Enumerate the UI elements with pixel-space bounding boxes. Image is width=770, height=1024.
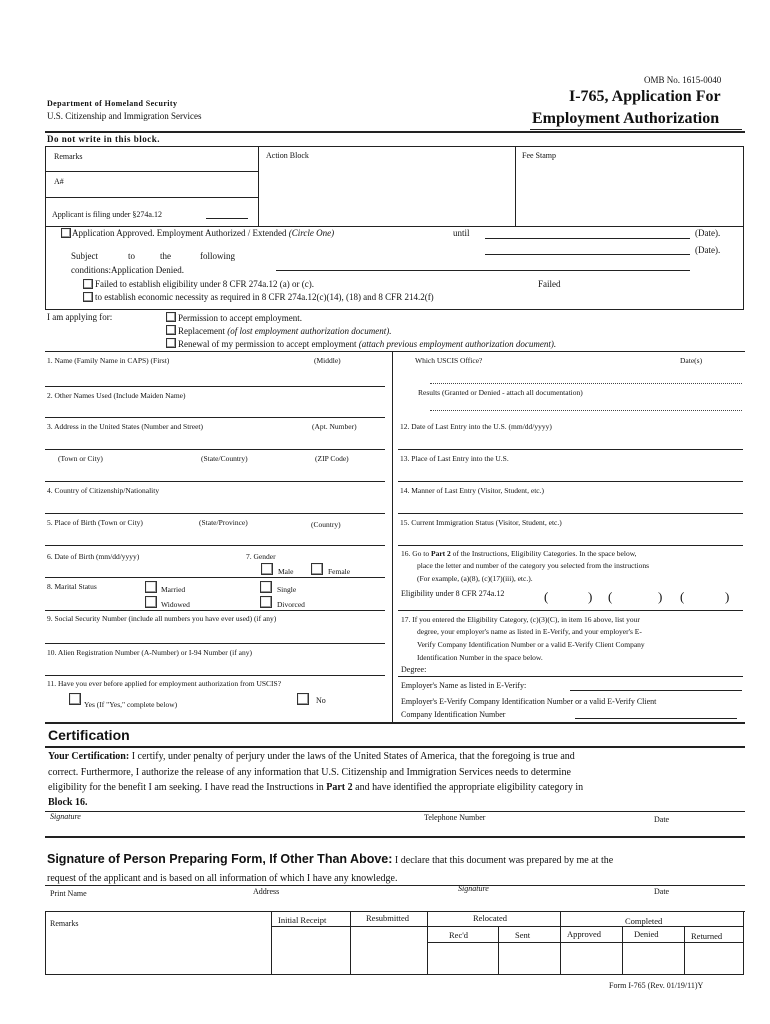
certification-heading: Certification <box>48 727 130 743</box>
conditions-label: conditions:Application Denied. <box>71 265 184 275</box>
paren-open-1: ( <box>544 589 549 604</box>
preparer-address-label: Address <box>253 887 280 896</box>
renewal-checkbox[interactable] <box>166 338 176 348</box>
paren-close-1: ) <box>588 589 593 604</box>
q3-zip-label: (ZIP Code) <box>315 454 349 463</box>
resubmitted-label: Resubmitted <box>366 913 409 923</box>
uscis-office-label: Which USCIS Office? <box>415 356 483 365</box>
single-checkbox[interactable] <box>260 581 272 593</box>
degree-label: Degree: <box>401 665 427 674</box>
applicant-filing-label: Applicant is filing under §274a.12 <box>52 210 162 219</box>
q16-line3: (For example, (a)(8), (c)(17)(iii), etc.). <box>417 574 533 583</box>
certification-text-4: Block 16. <box>48 797 88 808</box>
subject-word-1: Subject <box>71 251 98 261</box>
telephone-label: Telephone Number <box>424 813 486 822</box>
permission-label: Permission to accept employment. <box>178 313 302 323</box>
subagency-name: U.S. Citizenship and Immigration Services <box>47 111 202 121</box>
q14-entry-manner-label: 14. Manner of Last Entry (Visitor, Student, etc.) <box>400 486 545 495</box>
q10-alien-label: 10. Alien Registration Number (A-Number) or I-94 Number (if any) <box>47 648 252 657</box>
certification-text-2: correct. Furthermore, I authorize the release of any information that U.S. Citizenship and Immigration Services needs to determine <box>48 767 571 778</box>
form-title: I-765, Application For <box>569 88 721 105</box>
applying-for-label: I am applying for: <box>47 312 113 322</box>
q1-name-label: 1. Name (Family Name in CAPS) (First) <box>47 356 170 365</box>
replacement-label: Replacement (of lost employment authorization document). <box>178 326 392 336</box>
widowed-checkbox[interactable] <box>145 596 157 608</box>
q13-input-line[interactable] <box>398 481 743 482</box>
failed-necessity-label: to establish economic necessity as required in 8 CFR 274a.12(c)(14), (18) and 8 CFR 214.2(f) <box>95 292 434 302</box>
relocated-label: Relocated <box>473 913 507 923</box>
subject-word-4: following <box>200 251 235 261</box>
q13-entry-place-label: 13. Place of Last Entry into the U.S. <box>400 454 509 463</box>
form-subtitle: Employment Authorization <box>532 110 720 127</box>
q2-other-names-label: 2. Other Names Used (Include Maiden Name) <box>47 391 186 400</box>
renewal-label: Renewal of my permission to accept employment (attach previous employment authorization document). <box>178 339 557 349</box>
q1-input-line[interactable] <box>45 386 385 387</box>
omb-number: OMB No. 1615-0040 <box>644 75 722 85</box>
q12-entry-date-label: 12. Date of Last Entry into the U.S. (mm/dd/yyyy) <box>400 422 552 431</box>
q5-state-label: (State/Province) <box>199 518 248 527</box>
q17-line1: 17. If you entered the Eligibility Category, (c)(3)(C), in item 16 above, list your <box>401 615 640 624</box>
q17-line2: degree, your employer's name as listed in E-Verify, and your employer's E- <box>417 627 642 636</box>
no-checkbox[interactable] <box>297 693 309 705</box>
q2-input-line[interactable] <box>45 417 385 418</box>
male-checkbox[interactable] <box>261 563 273 575</box>
single-label: Single <box>277 585 297 594</box>
agency-name: Department of Homeland Security <box>47 99 178 108</box>
married-checkbox[interactable] <box>145 581 157 593</box>
returned-label: Returned <box>691 931 723 941</box>
q10-input-line[interactable] <box>45 675 385 676</box>
no-label: No <box>316 696 326 705</box>
q5-input-line[interactable] <box>45 545 385 546</box>
paren-open-3: ( <box>680 589 685 604</box>
employer-name-input[interactable] <box>570 690 742 691</box>
until-label: until <box>453 228 470 238</box>
q7-gender-label: 7. Gender <box>246 552 276 561</box>
eligibility-label: Eligibility under 8 CFR 274a.12 <box>401 589 505 598</box>
failed-eligibility-label: Failed to establish eligibility under 8 CFR 274a.12 (a) or (c). <box>95 279 314 289</box>
q3-state-label: (State/Country) <box>201 454 248 463</box>
approved-label: Application Approved. Employment Authorized / Extended (Circle One) <box>72 228 335 238</box>
preparer-date-label: Date <box>654 887 670 896</box>
date-label-1: (Date). <box>695 228 721 238</box>
q4-citizenship-label: 4. Country of Citizenship/Nationality <box>47 486 160 495</box>
q16-line1: 16. Go to Part 2 of the Instructions, Eligibility Categories. In the space below, <box>401 549 637 558</box>
q3-town-label: (Town or City) <box>58 454 103 463</box>
employer-id-line1: Employer's E-Verify Company Identification Number or a valid E-Verify Client <box>401 697 657 706</box>
failed-eligibility-checkbox[interactable] <box>83 279 93 289</box>
initial-receipt-label: Initial Receipt <box>278 915 327 925</box>
action-block-label: Action Block <box>266 151 309 160</box>
q9-input-line[interactable] <box>45 643 385 644</box>
preparer-declaration: Signature of Person Preparing Form, If Other Than Above: I declare that this document was prepared by me at the <box>47 852 614 866</box>
applicant-signature-label: Signature <box>50 812 81 821</box>
q14-input-line[interactable] <box>398 513 743 514</box>
q15-input-line[interactable] <box>398 545 743 546</box>
widowed-label: Widowed <box>161 600 190 609</box>
failed-necessity-checkbox[interactable] <box>83 292 93 302</box>
date-label-2: (Date). <box>695 245 721 255</box>
paren-close-3: ) <box>725 589 730 604</box>
permission-checkbox[interactable] <box>166 312 176 322</box>
paren-close-2: ) <box>658 589 663 604</box>
failed-label: Failed <box>538 279 561 289</box>
subject-word-2: to <box>128 251 136 261</box>
q3-apt-label: (Apt. Number) <box>312 422 357 431</box>
q17-line4: Identification Number in the space below. <box>417 653 543 662</box>
employer-id-line2: Company Identification Number <box>401 710 506 719</box>
q17-line3: Verify Company Identification Number or a valid E-Verify Client Company <box>417 640 645 649</box>
q5-country-label: (Country) <box>311 520 341 529</box>
dates-label: Date(s) <box>680 356 703 365</box>
bottom-remarks-label: Remarks <box>50 919 79 928</box>
results-label: Results (Granted or Denied - attach all documentation) <box>418 388 583 397</box>
q3-input-line[interactable] <box>45 449 385 450</box>
preparer-signature-label: Signature <box>458 884 489 893</box>
preparer-text-2: request of the applicant and is based on all information of which I have any knowledge. <box>47 873 398 884</box>
q3b-input-line[interactable] <box>45 481 385 482</box>
female-label: Female <box>328 567 351 576</box>
employer-name-label: Employer's Name as listed in E-Verify: <box>401 681 527 690</box>
remarks-label: Remarks <box>54 152 83 161</box>
fee-stamp-label: Fee Stamp <box>522 151 556 160</box>
certification-text-1: Your Certification: I certify, under penalty of perjury under the laws of the United States of America, that the foregoing is true and <box>48 751 575 762</box>
denied-label: Denied <box>634 929 659 939</box>
print-name-label: Print Name <box>50 889 87 898</box>
certification-text-3: eligibility for the benefit I am seeking. I have read the Instructions in Part 2 and have identified the appropriate eligibility category in <box>48 782 584 793</box>
q8-marital-label: 8. Marital Status <box>47 582 97 591</box>
yes-label: Yes (If "Yes," complete below) <box>84 700 178 709</box>
a-number-label: A# <box>54 177 64 186</box>
recd-label: Rec'd <box>449 930 468 940</box>
q12-input-line[interactable] <box>398 449 743 450</box>
q9-ssn-label: 9. Social Security Number (include all numbers you have ever used) (if any) <box>47 614 277 623</box>
form-id: Form I-765 (Rev. 01/19/11)Y <box>609 981 704 990</box>
yes-checkbox[interactable] <box>69 693 81 705</box>
q16-line2: place the letter and number of the category you selected from the instructions <box>417 561 649 570</box>
approved-checkbox[interactable] <box>61 228 71 238</box>
male-label: Male <box>278 567 294 576</box>
q11-prior-label: 11. Have you ever before applied for employment authorization from USCIS? <box>47 679 282 688</box>
divorced-label: Divorced <box>277 600 305 609</box>
applicant-date-label: Date <box>654 815 670 824</box>
female-checkbox[interactable] <box>311 563 323 575</box>
employer-id-input[interactable] <box>575 718 737 719</box>
paren-open-2: ( <box>608 589 613 604</box>
q6-dob-label: 6. Date of Birth (mm/dd/yyyy) <box>47 552 140 561</box>
married-label: Married <box>161 585 186 594</box>
sent-label: Sent <box>515 930 531 940</box>
q4-input-line[interactable] <box>45 513 385 514</box>
subject-word-3: the <box>160 251 171 261</box>
completed-label: Completed <box>625 916 663 926</box>
divorced-checkbox[interactable] <box>260 596 272 608</box>
q3-address-label: 3. Address in the United States (Number and Street) <box>47 422 204 431</box>
approved-col-label: Approved <box>567 929 601 939</box>
q5-birthplace-label: 5. Place of Birth (Town or City) <box>47 518 143 527</box>
q15-status-label: 15. Current Immigration Status (Visitor, Student, etc.) <box>400 518 562 527</box>
q1-middle-label: (Middle) <box>314 356 341 365</box>
do-not-write-notice: Do not write in this block. <box>47 134 161 144</box>
replacement-checkbox[interactable] <box>166 325 176 335</box>
